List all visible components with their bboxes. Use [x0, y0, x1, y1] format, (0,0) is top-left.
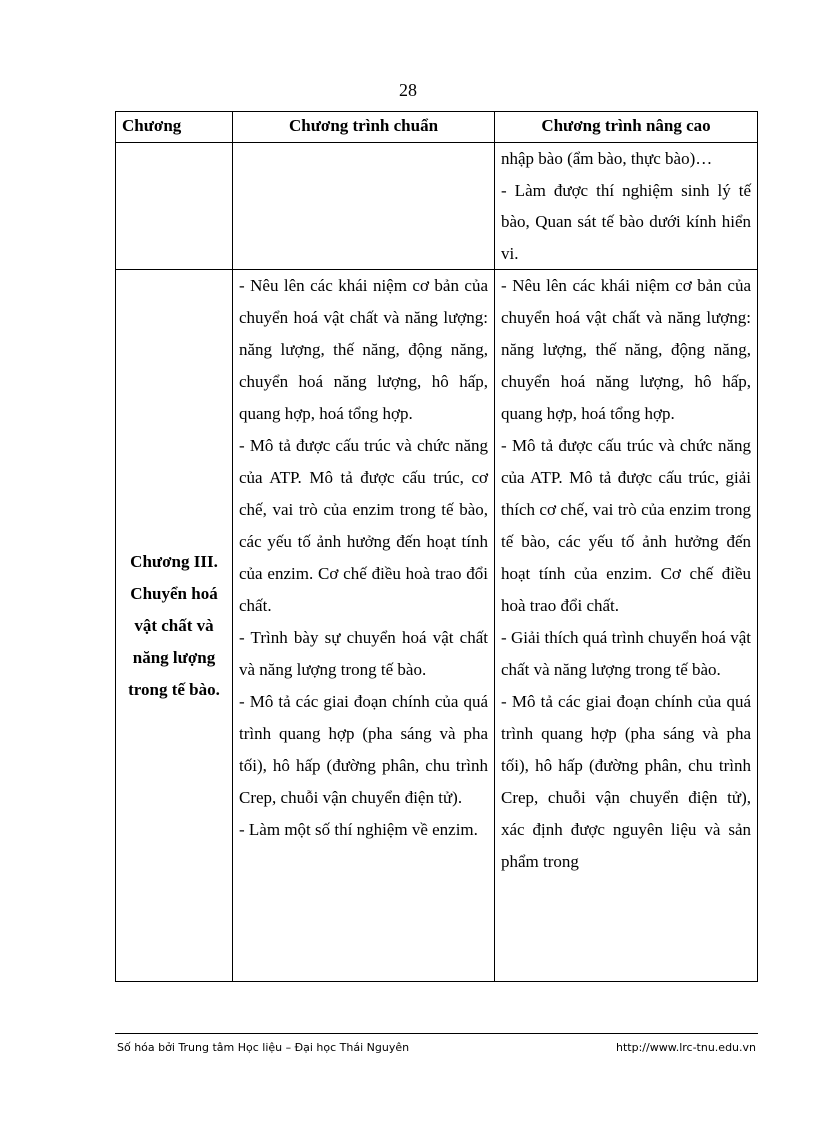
table-row	[116, 270, 758, 982]
chapter-title-cell: Chương III. Chuyển hoá vật chất và năng lượng trong tế bào.	[116, 270, 233, 982]
advanced-cell	[495, 143, 758, 270]
footer-url: http://www.lrc-tnu.edu.vn	[616, 1041, 756, 1054]
header-chapter: Chương	[116, 112, 233, 143]
advanced-cell	[495, 270, 758, 982]
cell-paragraph: nhập bào (ẩm bào, thực bào)…	[501, 149, 713, 168]
cell-paragraph: - Mô tả được cấu trúc và chức năng của ATP. Mô tả được cấu trúc, cơ chế, vai trò của enzim trong tế bào, các yếu tố ảnh hưởng đến hoạt tính của enzim. Cơ chế điều hoà trao đổi chất.	[239, 436, 488, 615]
cell-paragraph: - Làm một số thí nghiệm về enzim.	[239, 820, 478, 839]
table-header-row	[116, 112, 758, 143]
curriculum-comparison-table	[115, 111, 758, 982]
standard-cell	[233, 270, 495, 982]
cell-paragraph: - Mô tả các giai đoạn chính của quá trình quang hợp (pha sáng và pha tối), hô hấp (đường phân, chu trình Crep, chuỗi vận chuyển điện tử).	[239, 692, 488, 807]
standard-cell	[233, 143, 495, 270]
page-number: 28	[399, 80, 417, 100]
header-advanced-program: Chương trình nâng cao	[495, 112, 758, 143]
cell-paragraph: - Mô tả được cấu trúc và chức năng của ATP. Mô tả được cấu trúc, giải thích cơ chế, vai trò của enzim trong tế bào, các yếu tố ảnh hưởng đến hoạt tính của enzim. Cơ chế điều hoà trao đổi chất.	[501, 436, 751, 615]
header-standard-program: Chương trình chuẩn	[233, 112, 495, 143]
cell-paragraph: - Làm được thí nghiệm sinh lý tế bào, Quan sát tế bào dưới kính hiển vi.	[501, 180, 751, 263]
footer-divider	[115, 1033, 758, 1034]
footer-source-text: Số hóa bởi Trung tâm Học liệu – Đại học Thái Nguyên	[117, 1041, 410, 1054]
cell-paragraph: - Mô tả các giai đoạn chính của quá trình quang hợp (pha sáng và pha tối), hô hấp (đường phân, chu trình Crep, chuỗi vận chuyển điện tử), xác định được nguyên liệu và sản phẩm trong	[501, 692, 751, 871]
cell-paragraph: - Giải thích quá trình chuyển hoá vật chất và năng lượng trong tế bào.	[501, 628, 751, 679]
cell-paragraph: - Nêu lên các khái niệm cơ bản của chuyển hoá vật chất và năng lượng: năng lượng, thế năng, động năng, chuyển hoá năng lượng, hô hấp, quang hợp, hoá tổng hợp.	[501, 276, 751, 423]
table-row	[116, 143, 758, 270]
chapter-cell	[116, 143, 233, 270]
cell-paragraph: - Trình bày sự chuyển hoá vật chất và năng lượng trong tế bào.	[239, 628, 488, 679]
cell-paragraph: - Nêu lên các khái niệm cơ bản của chuyển hoá vật chất và năng lượng: năng lượng, thế năng, động năng, chuyển hoá năng lượng, hô hấp, quang hợp, hoá tổng hợp.	[239, 276, 488, 423]
